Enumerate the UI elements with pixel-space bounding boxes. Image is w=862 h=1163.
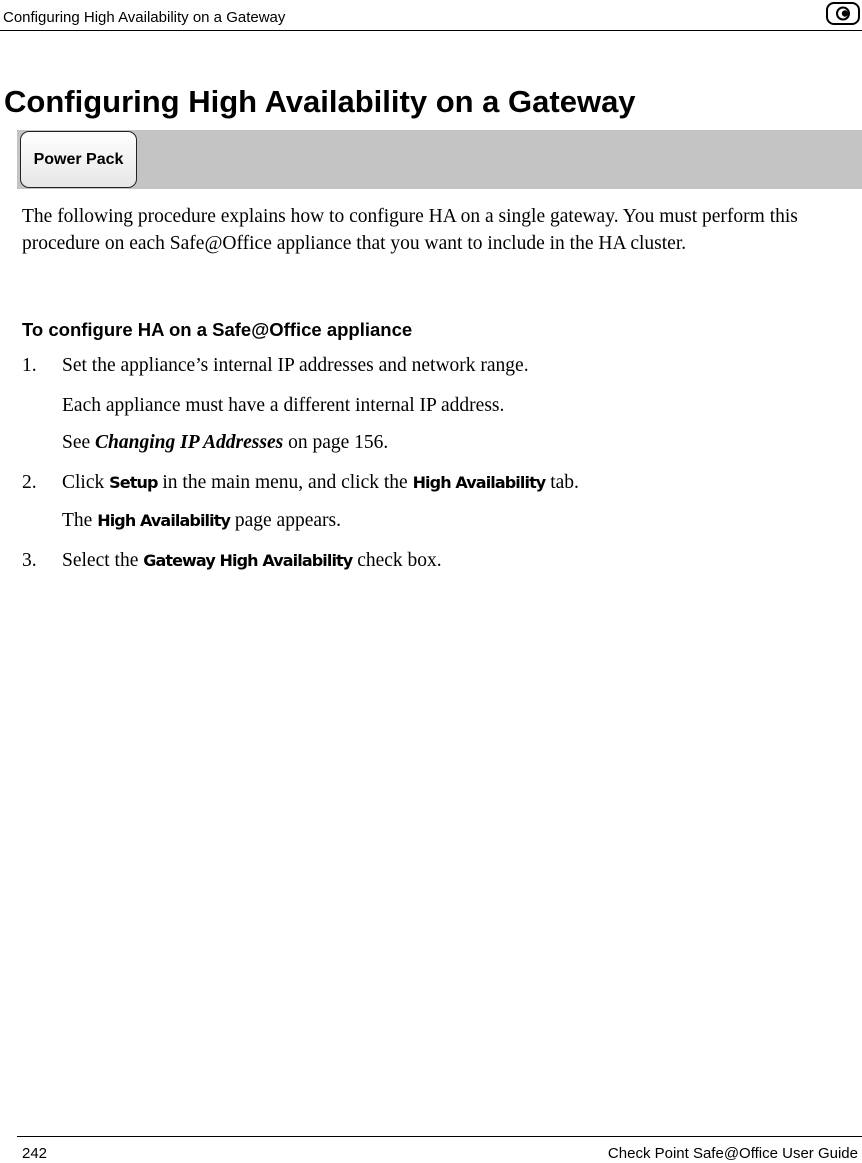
changing-ip-addresses-link[interactable]: Changing IP Addresses <box>95 432 284 453</box>
step-3-number: 3. <box>22 550 37 571</box>
step-2-text <box>62 472 579 494</box>
setup-ui-term: Setup <box>109 473 158 492</box>
step-1-see-prefix: See <box>62 432 96 453</box>
header-title: Configuring High Availability on a Gateway <box>3 9 286 26</box>
procedure-heading: To configure HA on a Safe@Office appliance <box>22 319 413 340</box>
page-title: Configuring High Availability on a Gateway <box>4 84 636 119</box>
power-pack-badge: Power Pack <box>20 131 137 188</box>
high-availability-page-term: High Availability <box>97 511 230 530</box>
step-2-result <box>62 510 341 532</box>
high-availability-tab-term: High Availability <box>412 473 546 492</box>
footer-guide-title: Check Point Safe@Office User Guide <box>607 1145 858 1162</box>
step-3-text <box>62 550 442 572</box>
step-1-number: 1. <box>22 355 37 376</box>
step-1-see-line <box>62 432 388 454</box>
safe-at-office-logo-icon <box>826 2 860 26</box>
step-2-part2: in the main menu, and click the <box>157 472 413 493</box>
step-1-see-suffix: on page 156. <box>283 432 389 453</box>
gateway-high-availability-term: Gateway High Availability <box>143 551 353 570</box>
step-3-part1: Select the <box>62 550 144 571</box>
page-header <box>0 0 862 31</box>
footer-page-number: 242 <box>22 1145 48 1162</box>
power-pack-banner <box>17 130 862 189</box>
intro-paragraph: The following procedure explains how to configure HA on a single gateway. You must perform this procedure on each Safe@Office appliance that you want to include in the HA cluster. <box>22 206 798 254</box>
step-2-number: 2. <box>22 472 37 493</box>
step-2-result-prefix: The <box>62 510 98 531</box>
step-1-text: Set the appliance’s internal IP addresses and network range. <box>62 355 529 376</box>
step-2-part1: Click <box>62 472 110 493</box>
step-2-part3: tab. <box>545 472 579 493</box>
step-2-result-suffix: page appears. <box>229 510 341 531</box>
footer-divider <box>17 1136 862 1137</box>
step-3-part2: check box. <box>352 550 442 571</box>
step-1-note: Each appliance must have a different internal IP address. <box>62 395 505 416</box>
